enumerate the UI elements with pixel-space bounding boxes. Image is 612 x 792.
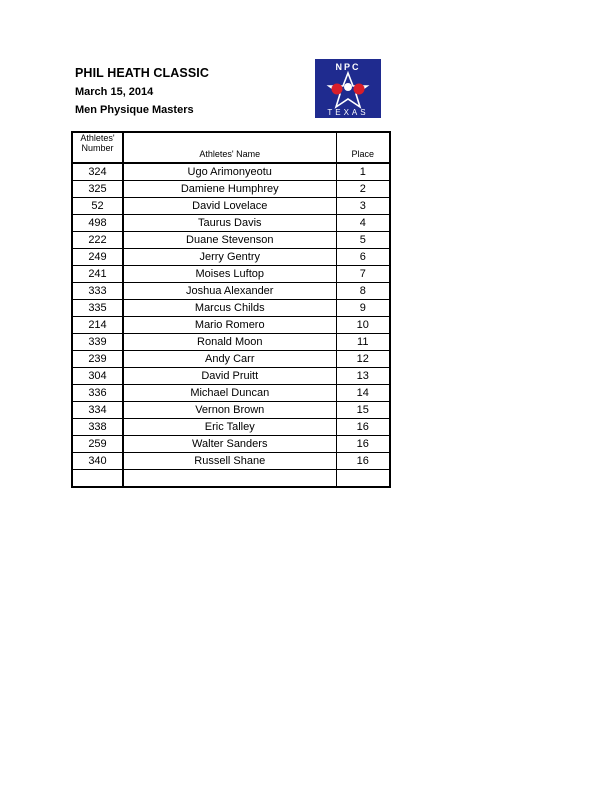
table-row [72, 266, 390, 283]
athlete-name: David Pruitt [123, 368, 336, 385]
athlete-number: 336 [72, 385, 123, 402]
athlete-name: Jerry Gentry [123, 249, 336, 266]
athlete-name: Russell Shane [123, 453, 336, 470]
athlete-name: Walter Sanders [123, 436, 336, 453]
table-row [72, 419, 390, 436]
athlete-number: 334 [72, 402, 123, 419]
athlete-number: 324 [72, 163, 123, 181]
table-row [72, 249, 390, 266]
athlete-number: 249 [72, 249, 123, 266]
athlete-name: Andy Carr [123, 351, 336, 368]
athlete-number-header-line2: Number [81, 143, 114, 153]
athlete-number: 335 [72, 300, 123, 317]
table-row [72, 181, 390, 198]
athlete-name: Damiene Humphrey [123, 181, 336, 198]
athlete-place: 16 [336, 453, 390, 470]
athlete-name: Ronald Moon [123, 334, 336, 351]
athlete-place: 10 [336, 317, 390, 334]
athlete-number: 338 [72, 419, 123, 436]
athlete-name: David Lovelace [123, 198, 336, 215]
athlete-place: 1 [336, 163, 390, 181]
athlete-place: 9 [336, 300, 390, 317]
npc-texas-logo-icon [315, 59, 381, 118]
division-name: Men Physique Masters [75, 104, 194, 116]
table-row [72, 402, 390, 419]
table-row [72, 436, 390, 453]
athlete-place: 5 [336, 232, 390, 249]
table-row [72, 453, 390, 470]
athlete-place: 11 [336, 334, 390, 351]
table-row [72, 283, 390, 300]
athlete-number: 259 [72, 436, 123, 453]
athlete-place: 7 [336, 266, 390, 283]
athlete-place: 13 [336, 368, 390, 385]
empty-cell [72, 470, 123, 488]
athlete-number: 222 [72, 232, 123, 249]
table-row [72, 351, 390, 368]
athlete-number: 498 [72, 215, 123, 232]
athlete-place: 6 [336, 249, 390, 266]
athlete-name: Ugo Arimonyeotu [123, 163, 336, 181]
athlete-number: 52 [72, 198, 123, 215]
table-row-empty [72, 470, 390, 488]
athlete-name: Michael Duncan [123, 385, 336, 402]
empty-cell [123, 470, 336, 488]
table-header-row [72, 132, 390, 163]
event-title: PHIL HEATH CLASSIC [75, 66, 209, 80]
athlete-place: 15 [336, 402, 390, 419]
athlete-place: 2 [336, 181, 390, 198]
athlete-number-header [72, 132, 123, 163]
athlete-number: 339 [72, 334, 123, 351]
athlete-name: Moises Luftop [123, 266, 336, 283]
athlete-place: 16 [336, 436, 390, 453]
athlete-name-header: Athletes' Name [123, 132, 336, 163]
athlete-number: 333 [72, 283, 123, 300]
athlete-name: Mario Romero [123, 317, 336, 334]
table-row [72, 198, 390, 215]
athlete-place: 14 [336, 385, 390, 402]
results-table [71, 131, 391, 488]
athlete-number: 325 [72, 181, 123, 198]
place-header: Place [336, 132, 390, 163]
table-row [72, 368, 390, 385]
athlete-number: 214 [72, 317, 123, 334]
athlete-place: 12 [336, 351, 390, 368]
athlete-name: Eric Talley [123, 419, 336, 436]
athlete-place: 3 [336, 198, 390, 215]
event-date: March 15, 2014 [75, 86, 154, 98]
results-body [72, 163, 390, 487]
athlete-name: Vernon Brown [123, 402, 336, 419]
logo-bottom-text: TEXAS [327, 108, 369, 117]
athlete-name: Joshua Alexander [123, 283, 336, 300]
empty-cell [336, 470, 390, 488]
athlete-place: 16 [336, 419, 390, 436]
table-row [72, 232, 390, 249]
athlete-number: 239 [72, 351, 123, 368]
athlete-name: Marcus Childs [123, 300, 336, 317]
table-row [72, 300, 390, 317]
logo-top-text: NPC [335, 62, 361, 72]
table-row [72, 385, 390, 402]
athlete-place: 8 [336, 283, 390, 300]
athlete-number: 340 [72, 453, 123, 470]
table-row [72, 163, 390, 181]
table-row [72, 334, 390, 351]
table-row [72, 317, 390, 334]
athlete-place: 4 [336, 215, 390, 232]
athlete-number-header-line1: Athletes' [80, 133, 115, 143]
table-row [72, 215, 390, 232]
athlete-number: 241 [72, 266, 123, 283]
athlete-name: Duane Stevenson [123, 232, 336, 249]
athlete-name: Taurus Davis [123, 215, 336, 232]
athlete-number: 304 [72, 368, 123, 385]
